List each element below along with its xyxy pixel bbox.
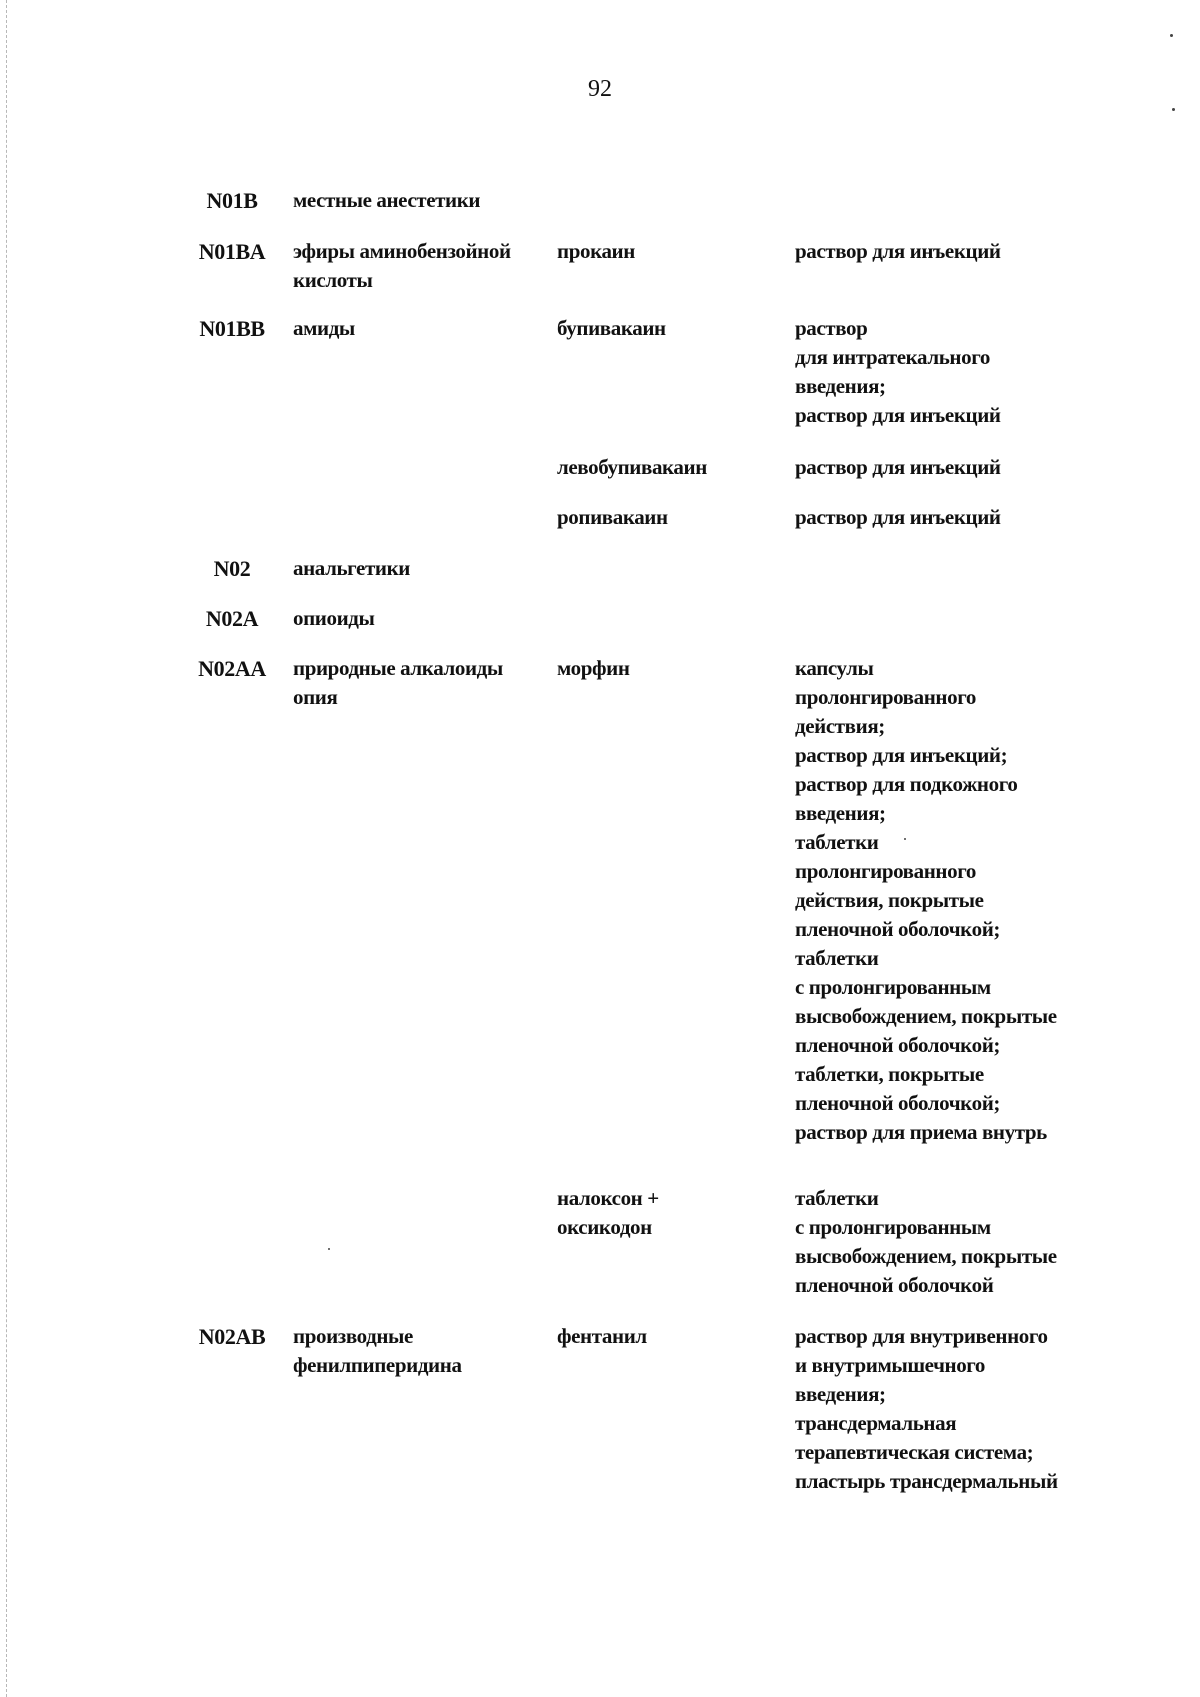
- dosage-form-line: с пролонгированным: [795, 1215, 991, 1239]
- atc-code: N01BA: [198, 239, 266, 264]
- group-name: [293, 1322, 551, 1380]
- dosage-form-line: с пролонгированным: [795, 975, 991, 999]
- table-row: [0, 314, 1200, 427]
- page-number: 92: [588, 76, 612, 102]
- dosage-form: [795, 453, 1105, 482]
- dosage-form-line: раствор для внутривенного: [795, 1324, 1048, 1348]
- dosage-form-line: таблетки: [795, 1186, 879, 1210]
- group-name-line: опия: [293, 685, 338, 709]
- group-name: [293, 237, 551, 295]
- group-name-line: местные анестетики: [293, 188, 481, 212]
- table-row: [0, 654, 1200, 1144]
- drug-name-line: фентанил: [557, 1324, 647, 1348]
- atc-code: N02AB: [198, 1324, 266, 1349]
- dosage-form-line: таблетки: [795, 830, 879, 854]
- dosage-form-line: раствор: [795, 316, 868, 340]
- scan-speck: [904, 838, 906, 840]
- atc-code: N02AA: [198, 656, 266, 681]
- drug-name-line: налоксон +: [557, 1186, 659, 1210]
- atc-code: N01B: [206, 188, 258, 213]
- dosage-form-line: пролонгированного: [795, 685, 976, 709]
- dosage-form-line: капсулы: [795, 656, 874, 680]
- dosage-form-line: раствор для инъекций;: [795, 743, 1008, 767]
- dosage-form-line: введения;: [795, 801, 886, 825]
- dosage-form-line: раствор для приема внутрь: [795, 1120, 1047, 1144]
- group-name: [293, 186, 551, 215]
- table-row: [0, 237, 1200, 297]
- drug-name-line: прокаин: [557, 239, 635, 263]
- group-name-line: кислоты: [293, 268, 373, 292]
- drug-name: [557, 503, 777, 532]
- dosage-form: [795, 1184, 1105, 1300]
- atc-code: N02A: [205, 606, 259, 631]
- group-name: [293, 554, 551, 583]
- drug-name: [557, 237, 777, 266]
- group-name-line: анальгетики: [293, 556, 410, 580]
- dosage-form: [795, 503, 1105, 532]
- dosage-form-line: действия, покрытые: [795, 888, 984, 912]
- dosage-form-line: раствор для инъекций: [795, 239, 1001, 263]
- drug-name: [557, 1184, 777, 1242]
- dosage-form-line: для интратекального: [795, 345, 990, 369]
- drug-name: [557, 453, 777, 482]
- dosage-form-line: раствор для инъекций: [795, 455, 1001, 479]
- group-name-line: эфиры аминобензойной: [293, 239, 511, 263]
- drug-name: [557, 314, 777, 343]
- dosage-form-line: введения;: [795, 1382, 886, 1406]
- dosage-form: [795, 237, 1105, 266]
- group-name: [293, 314, 551, 343]
- dosage-form: [795, 314, 1105, 430]
- drug-name-line: ропивакаин: [557, 505, 668, 529]
- table-row: [0, 1322, 1200, 1493]
- group-name-line: производные: [293, 1324, 413, 1348]
- drug-name: [557, 1322, 777, 1351]
- drug-name-line: бупивакаин: [557, 316, 666, 340]
- group-name: [293, 654, 551, 712]
- dosage-form-line: пролонгированного: [795, 859, 976, 883]
- dosage-form: [795, 654, 1105, 1147]
- drug-name: [557, 654, 777, 683]
- dosage-form-line: трансдермальная: [795, 1411, 957, 1435]
- dosage-form-line: пластырь трансдермальный: [795, 1469, 1058, 1493]
- dosage-form-line: пленочной оболочкой;: [795, 1033, 1000, 1057]
- dosage-form-line: и внутримышечного: [795, 1353, 986, 1377]
- dosage-form-line: терапевтическая система;: [795, 1440, 1034, 1464]
- dosage-form-line: пленочной оболочкой;: [795, 917, 1000, 941]
- drug-name-line: оксикодон: [557, 1215, 652, 1239]
- table-row: [0, 1184, 1200, 1297]
- group-name-line: фенилпиперидина: [293, 1353, 462, 1377]
- group-name-line: природные алкалоиды: [293, 656, 503, 680]
- scan-speck: [1172, 108, 1175, 111]
- scan-speck: [328, 1248, 330, 1250]
- group-name: [293, 604, 551, 633]
- dosage-form-line: таблетки, покрытые: [795, 1062, 984, 1086]
- dosage-form-line: раствор для подкожного: [795, 772, 1018, 796]
- group-name-line: опиоиды: [293, 606, 375, 630]
- dosage-form-line: пленочной оболочкой;: [795, 1091, 1000, 1115]
- dosage-form: [795, 1322, 1105, 1496]
- dosage-form-line: раствор для инъекций: [795, 505, 1001, 529]
- dosage-form-line: таблетки: [795, 946, 879, 970]
- dosage-form-line: пленочной оболочкой: [795, 1273, 994, 1297]
- drug-name-line: левобупивакаин: [557, 455, 707, 479]
- group-name-line: амиды: [293, 316, 355, 340]
- drug-name-line: морфин: [557, 656, 630, 680]
- atc-code: N01BB: [199, 316, 265, 341]
- dosage-form-line: высвобождением, покрытые: [795, 1244, 1057, 1268]
- dosage-form-line: высвобождением, покрытые: [795, 1004, 1057, 1028]
- scan-speck: [1170, 34, 1173, 37]
- dosage-form-line: раствор для инъекций: [795, 403, 1001, 427]
- atc-code: N02: [213, 556, 251, 581]
- dosage-form-line: введения;: [795, 374, 886, 398]
- dosage-form-line: действия;: [795, 714, 885, 738]
